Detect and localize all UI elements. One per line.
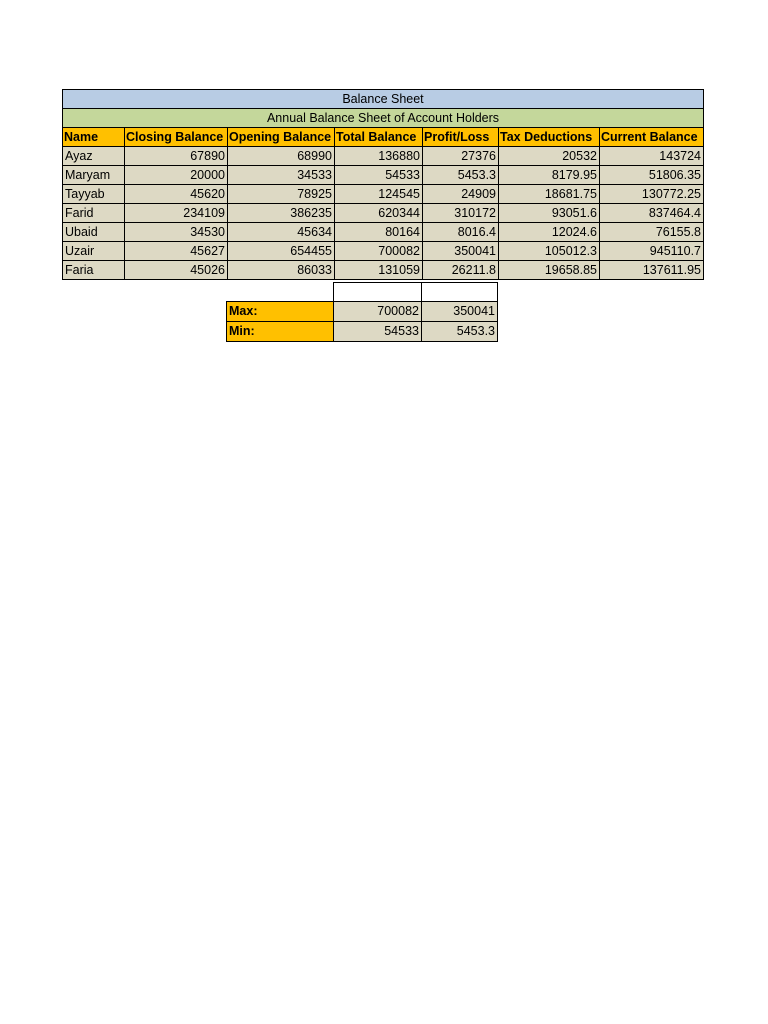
summary-spacer-row	[227, 283, 498, 302]
header-row	[63, 128, 704, 147]
cell-name[interactable]: Farid	[63, 204, 125, 223]
max-row	[227, 302, 498, 322]
table-row	[63, 147, 704, 166]
header-profit-loss[interactable]: Profit/Loss	[423, 128, 499, 147]
cell-opening-balance[interactable]: 654455	[228, 242, 335, 261]
max-label[interactable]: Max:	[227, 302, 334, 322]
table-row	[63, 185, 704, 204]
cell-closing-balance[interactable]: 45026	[125, 261, 228, 280]
table-row	[63, 261, 704, 280]
cell-profit-loss[interactable]: 310172	[423, 204, 499, 223]
cell-tax-deductions[interactable]: 18681.75	[499, 185, 600, 204]
cell-opening-balance[interactable]: 68990	[228, 147, 335, 166]
cell-current-balance[interactable]: 137611.95	[600, 261, 704, 280]
cell-closing-balance[interactable]: 67890	[125, 147, 228, 166]
cell-profit-loss[interactable]: 350041	[423, 242, 499, 261]
cell-profit-loss[interactable]: 5453.3	[423, 166, 499, 185]
blank-cell[interactable]	[227, 283, 334, 302]
min-label[interactable]: Min:	[227, 322, 334, 342]
cell-current-balance[interactable]: 143724	[600, 147, 704, 166]
cell-opening-balance[interactable]: 78925	[228, 185, 335, 204]
cell-tax-deductions[interactable]: 12024.6	[499, 223, 600, 242]
cell-tax-deductions[interactable]: 93051.6	[499, 204, 600, 223]
cell-name[interactable]: Ayaz	[63, 147, 125, 166]
cell-tax-deductions[interactable]: 19658.85	[499, 261, 600, 280]
min-profit-loss[interactable]: 5453.3	[422, 322, 498, 342]
cell-tax-deductions[interactable]: 105012.3	[499, 242, 600, 261]
cell-current-balance[interactable]: 945110.7	[600, 242, 704, 261]
cell-opening-balance[interactable]: 45634	[228, 223, 335, 242]
cell-current-balance[interactable]: 51806.35	[600, 166, 704, 185]
header-current-balance[interactable]: Current Balance	[600, 128, 704, 147]
blank-cell[interactable]	[334, 283, 422, 302]
cell-name[interactable]: Maryam	[63, 166, 125, 185]
cell-name[interactable]: Tayyab	[63, 185, 125, 204]
cell-closing-balance[interactable]: 34530	[125, 223, 228, 242]
cell-closing-balance[interactable]: 20000	[125, 166, 228, 185]
balance-sheet-table	[62, 89, 704, 280]
title-row	[63, 90, 704, 109]
cell-total-balance[interactable]: 620344	[335, 204, 423, 223]
table-row	[63, 242, 704, 261]
blank-cell[interactable]	[422, 283, 498, 302]
cell-total-balance[interactable]: 136880	[335, 147, 423, 166]
min-total-balance[interactable]: 54533	[334, 322, 422, 342]
cell-profit-loss[interactable]: 24909	[423, 185, 499, 204]
cell-total-balance[interactable]: 80164	[335, 223, 423, 242]
cell-name[interactable]: Faria	[63, 261, 125, 280]
cell-closing-balance[interactable]: 45620	[125, 185, 228, 204]
cell-closing-balance[interactable]: 45627	[125, 242, 228, 261]
max-total-balance[interactable]: 700082	[334, 302, 422, 322]
header-opening-balance[interactable]: Opening Balance	[228, 128, 335, 147]
subtitle-row	[63, 109, 704, 128]
header-total-balance[interactable]: Total Balance	[335, 128, 423, 147]
cell-total-balance[interactable]: 131059	[335, 261, 423, 280]
header-closing-balance[interactable]: Closing Balance	[125, 128, 228, 147]
header-name[interactable]: Name	[63, 128, 125, 147]
cell-name[interactable]: Ubaid	[63, 223, 125, 242]
cell-current-balance[interactable]: 130772.25	[600, 185, 704, 204]
cell-tax-deductions[interactable]: 20532	[499, 147, 600, 166]
cell-profit-loss[interactable]: 27376	[423, 147, 499, 166]
sheet-subtitle[interactable]: Annual Balance Sheet of Account Holders	[63, 109, 704, 128]
cell-total-balance[interactable]: 54533	[335, 166, 423, 185]
table-row	[63, 204, 704, 223]
cell-current-balance[interactable]: 837464.4	[600, 204, 704, 223]
table-row	[63, 166, 704, 185]
cell-total-balance[interactable]: 124545	[335, 185, 423, 204]
cell-profit-loss[interactable]: 8016.4	[423, 223, 499, 242]
cell-opening-balance[interactable]: 34533	[228, 166, 335, 185]
min-row	[227, 322, 498, 342]
cell-total-balance[interactable]: 700082	[335, 242, 423, 261]
header-tax-deductions[interactable]: Tax Deductions	[499, 128, 600, 147]
cell-opening-balance[interactable]: 386235	[228, 204, 335, 223]
cell-current-balance[interactable]: 76155.8	[600, 223, 704, 242]
cell-name[interactable]: Uzair	[63, 242, 125, 261]
table-row	[63, 223, 704, 242]
sheet-title[interactable]: Balance Sheet	[63, 90, 704, 109]
cell-profit-loss[interactable]: 26211.8	[423, 261, 499, 280]
cell-opening-balance[interactable]: 86033	[228, 261, 335, 280]
cell-tax-deductions[interactable]: 8179.95	[499, 166, 600, 185]
cell-closing-balance[interactable]: 234109	[125, 204, 228, 223]
summary-table	[226, 282, 498, 342]
max-profit-loss[interactable]: 350041	[422, 302, 498, 322]
